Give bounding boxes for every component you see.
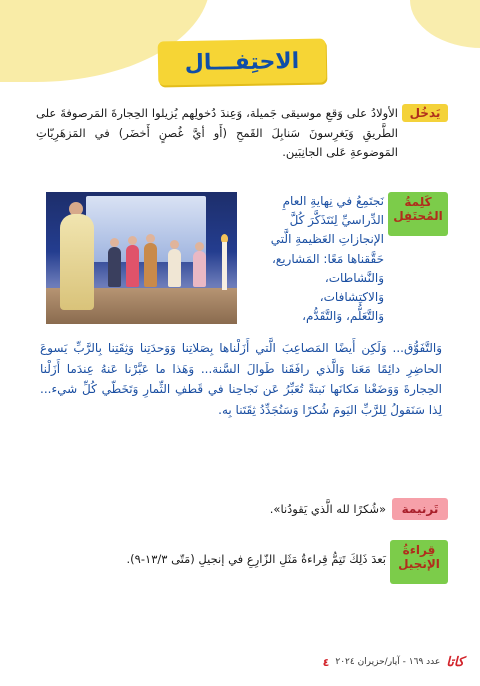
celebrant-word-line: وَالتَّعَلُّم، وَالتَّقَدُّم، <box>302 309 384 324</box>
gospel-reading-text: بَعدَ ذَلِكَ تَتِمُّ قِراءةُ مَثَلِ الزّارِعِ في إنجيلِ (مَتّى ١٣/٣-٩). <box>126 552 386 566</box>
celebrant-word-line: الدِّراسيِّ لِنَتَذَكَّرَ كُلَّ <box>289 213 384 228</box>
page-number: ٤ <box>322 655 330 669</box>
celebrant-word-label-line2: المُحتَفِل <box>393 208 443 223</box>
gospel-reading-label-line1: قِراءةُ <box>402 543 436 557</box>
celebrant-word-line: نَجتَمِعُ في نِهايةِ العامِ <box>282 194 384 208</box>
celebrant-word-line: وَالنَّشاطات، <box>324 270 384 285</box>
decorative-blob-right <box>410 0 480 48</box>
title-banner <box>158 39 327 86</box>
magazine-logo: كاتا <box>446 654 464 670</box>
gospel-reading-label <box>390 540 448 584</box>
hymn-label-text: تَرنيمة <box>401 502 439 516</box>
celebrant-word-line: وَالاكتِشافات، <box>319 289 384 304</box>
gospel-reading-label-line2: الإنجيل <box>398 556 440 571</box>
celebrant-word-line: الإنجازاتِ العَظيمةِ الَّتي <box>270 232 384 247</box>
page-footer <box>274 652 464 672</box>
celebrant-word-lines <box>244 192 384 326</box>
celebrant-word-label-line1: كَلِمةُ <box>404 195 432 209</box>
hymn-label <box>392 498 448 520</box>
hymn-text: «شُكرًا لله الَّذي يَقودُنا». <box>269 502 386 516</box>
enter-text: الأولادُ على وَقعِ موسيقى جَميلة، وَعِندَ دُخولِهم يُزيلوا الحِجارةَ المَرصوفةَ على الطَّريقِ وَيَغرِسونَ سَنابِلَ القَمحِ (أَو أيَّ غُصنٍ أَخضَر) في المَزهَرِيّاتِ المَوضوعةِ عَلى الجانِبَين. <box>36 106 398 160</box>
celebrant-word-text: وَالتَّفَوُّق... وَلَكِن أَيضًا المَصاعِبَ الَّتي أَزَلْناها بِصَلاتِنا وَوَحدَتِنا وَثِقَتِنا بِالرَّبِّ يَسوعَ الحاضِرِ دائِمًا مَعَنا وَالَّذي رافَقَنا طَوالَ السَّنة... وَهَذا ما عَبَّرْنا عَنهُ عِندَما أَزَلْنا الحِجارةَ وَوَضَعْنا مَكانَها نَبتةً تُعَبِّرُ عَن نَجاحِنا في قَطفِ الثِّمارِ وَتَخَطّي كُلِّ شيء... لِذا سَنَقولُ لِلرَّبِّ اليَومَ شُكرًا وَسَنُجَدِّدُ ثِقَتَنا بِه. <box>40 341 442 417</box>
celebrant-word-label <box>388 192 448 236</box>
issue-info: عدد ١٦٩ - آيار/حزيران ٢٠٢٤ <box>335 657 441 667</box>
enter-label <box>402 104 448 122</box>
enter-label-text: يَدخُل <box>409 106 441 120</box>
celebration-photo <box>46 192 237 324</box>
celebrant-word-line: حَقَّقناها مَعًا: المَشاريع، <box>271 251 384 266</box>
page-title: الاحتِفـــال <box>184 48 300 76</box>
